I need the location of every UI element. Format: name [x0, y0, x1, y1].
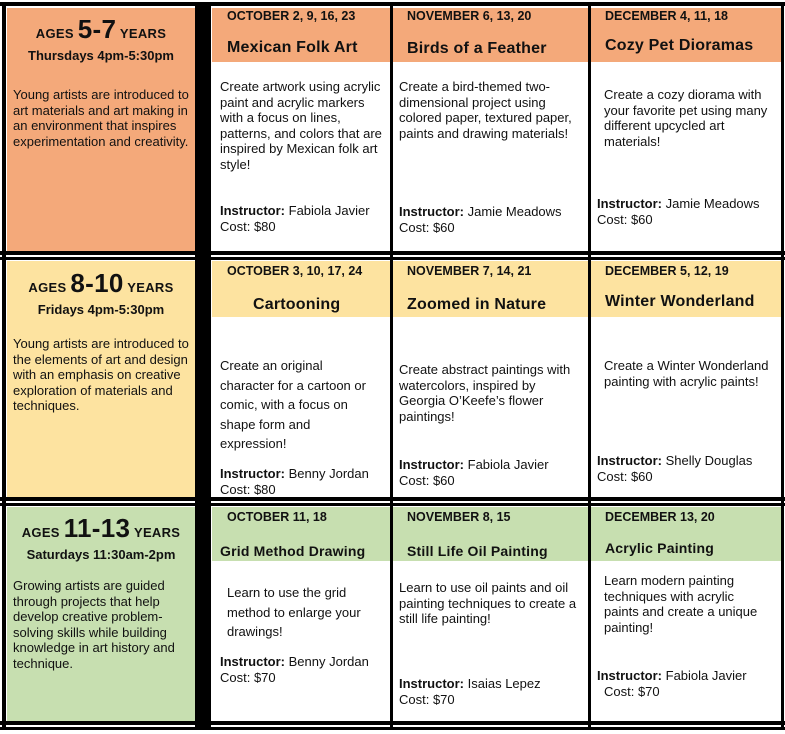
class-header — [393, 261, 588, 317]
class-cost: Cost: $70 — [220, 670, 276, 685]
class-body — [393, 317, 588, 497]
age-group-8-10 — [7, 268, 195, 414]
class-header — [393, 507, 588, 561]
class-instructor: Instructor: Jamie Meadows — [597, 196, 760, 211]
class-dates: NOVEMBER 8, 15 — [407, 510, 511, 524]
age-description: Young artists are introduced to art materials and art making in an environment that inspires experimentation and creativity. — [13, 87, 189, 149]
class-instructor: Instructor: Shelly Douglas — [597, 453, 753, 468]
class-title: Acrylic Painting — [605, 540, 715, 556]
class-body — [591, 561, 781, 721]
class-dates: OCTOBER 11, 18 — [227, 510, 327, 524]
age-schedule: Fridays 4pm-5:30pm — [37, 302, 165, 317]
class-body — [393, 62, 588, 251]
age-group-11-13 — [7, 513, 195, 671]
class-title: Grid Method Drawing — [220, 543, 366, 559]
class-header — [213, 6, 390, 62]
class-description: Create an original character for a cartoon or comic, with a focus on shape form and expression! — [220, 358, 366, 451]
class-dates: OCTOBER 2, 9, 16, 23 — [227, 9, 356, 23]
class-cost: Cost: $80 — [220, 219, 276, 234]
class-instructor: Instructor: Isaias Lepez — [399, 676, 541, 691]
class-header — [591, 507, 781, 561]
age-title: AGES 8-10 YEARS — [28, 268, 174, 298]
class-title: Mexican Folk Art — [227, 39, 358, 56]
age-description: Young artists are introduced to the elements of art and design with an emphasis on creative exploration of materials and techniques. — [13, 336, 189, 413]
class-cost: Cost: $60 — [399, 473, 455, 488]
class-instructor: Instructor: Jamie Meadows — [399, 204, 562, 219]
age-schedule: Thursdays 4pm-5:30pm — [28, 48, 174, 63]
class-body — [213, 317, 390, 497]
age-group-5-7 — [7, 14, 195, 149]
class-instructor: Instructor: Fabiola Javier — [399, 457, 549, 472]
class-description: Create abstract paintings with watercolors, inspired by Georgia O’Keefe’s flower paintings! — [399, 362, 571, 424]
age-schedule: Saturdays 11:30am-2pm — [26, 547, 176, 562]
class-title: Cozy Pet Dioramas — [605, 37, 754, 54]
class-description: Create a Winter Wonderland painting with acrylic paints! — [604, 358, 769, 389]
class-title: Birds of a Feather — [407, 40, 547, 57]
class-title: Still Life Oil Painting — [407, 543, 548, 559]
class-header — [213, 261, 390, 317]
class-cost: Cost: $60 — [597, 469, 653, 484]
class-instructor: Instructor: Benny Jordan — [220, 654, 369, 669]
class-instructor: Instructor: Fabiola Javier — [220, 203, 370, 218]
class-dates: DECEMBER 5, 12, 19 — [605, 264, 729, 278]
class-header — [213, 507, 390, 561]
class-dates: NOVEMBER 7, 14, 21 — [407, 264, 532, 278]
class-dates: NOVEMBER 6, 13, 20 — [407, 9, 532, 23]
class-description: Learn to use the grid method to enlarge your drawings! — [227, 585, 361, 639]
class-header — [591, 261, 781, 317]
class-description: Create a bird-themed two-dimensional project using colored paper, textured paper, paints and drawing materials! — [399, 79, 572, 141]
class-body — [393, 561, 588, 721]
class-body — [591, 317, 781, 497]
class-description: Learn to use oil paints and oil painting techniques to create a still life painting! — [399, 580, 577, 626]
class-header — [393, 6, 588, 62]
class-title: Cartooning — [253, 296, 341, 313]
class-instructor: Instructor: Fabiola Javier — [597, 668, 747, 683]
class-cost: Cost: $80 — [220, 482, 276, 497]
class-header — [591, 6, 781, 62]
class-description: Create artwork using acrylic paint and acrylic markers with a focus on lines, patterns, and colors that are inspired by Mexican folk art style! — [220, 79, 382, 172]
class-cost: Cost: $60 — [597, 212, 653, 227]
class-dates: OCTOBER 3, 10, 17, 24 — [227, 264, 363, 278]
class-body — [213, 561, 390, 721]
class-title: Winter Wonderland — [605, 293, 755, 310]
class-instructor: Instructor: Benny Jordan — [220, 466, 369, 481]
class-dates: DECEMBER 13, 20 — [605, 510, 715, 524]
age-description: Growing artists are guided through projects that help develop creative problem-solving skills while building knowledge in art history and technique. — [13, 578, 175, 671]
class-cost: Cost: $60 — [399, 220, 455, 235]
class-description: Create a cozy diorama with your favorite pet using many different upcycled art materials! — [604, 87, 768, 149]
class-cost: Cost: $70 — [604, 684, 660, 699]
class-cost: Cost: $70 — [399, 692, 455, 707]
left-border — [2, 2, 6, 730]
right-border — [781, 2, 784, 730]
class-dates: DECEMBER 4, 11, 18 — [605, 9, 728, 23]
class-body — [591, 62, 781, 251]
age-title: AGES 11-13 YEARS — [21, 513, 181, 543]
age-title: AGES 5-7 YEARS — [35, 14, 167, 44]
age-column-divider — [195, 2, 211, 730]
class-title: Zoomed in Nature — [407, 296, 547, 313]
class-description: Learn modern painting techniques with acrylic paints and create a unique painting! — [604, 573, 758, 635]
class-body — [213, 62, 390, 251]
